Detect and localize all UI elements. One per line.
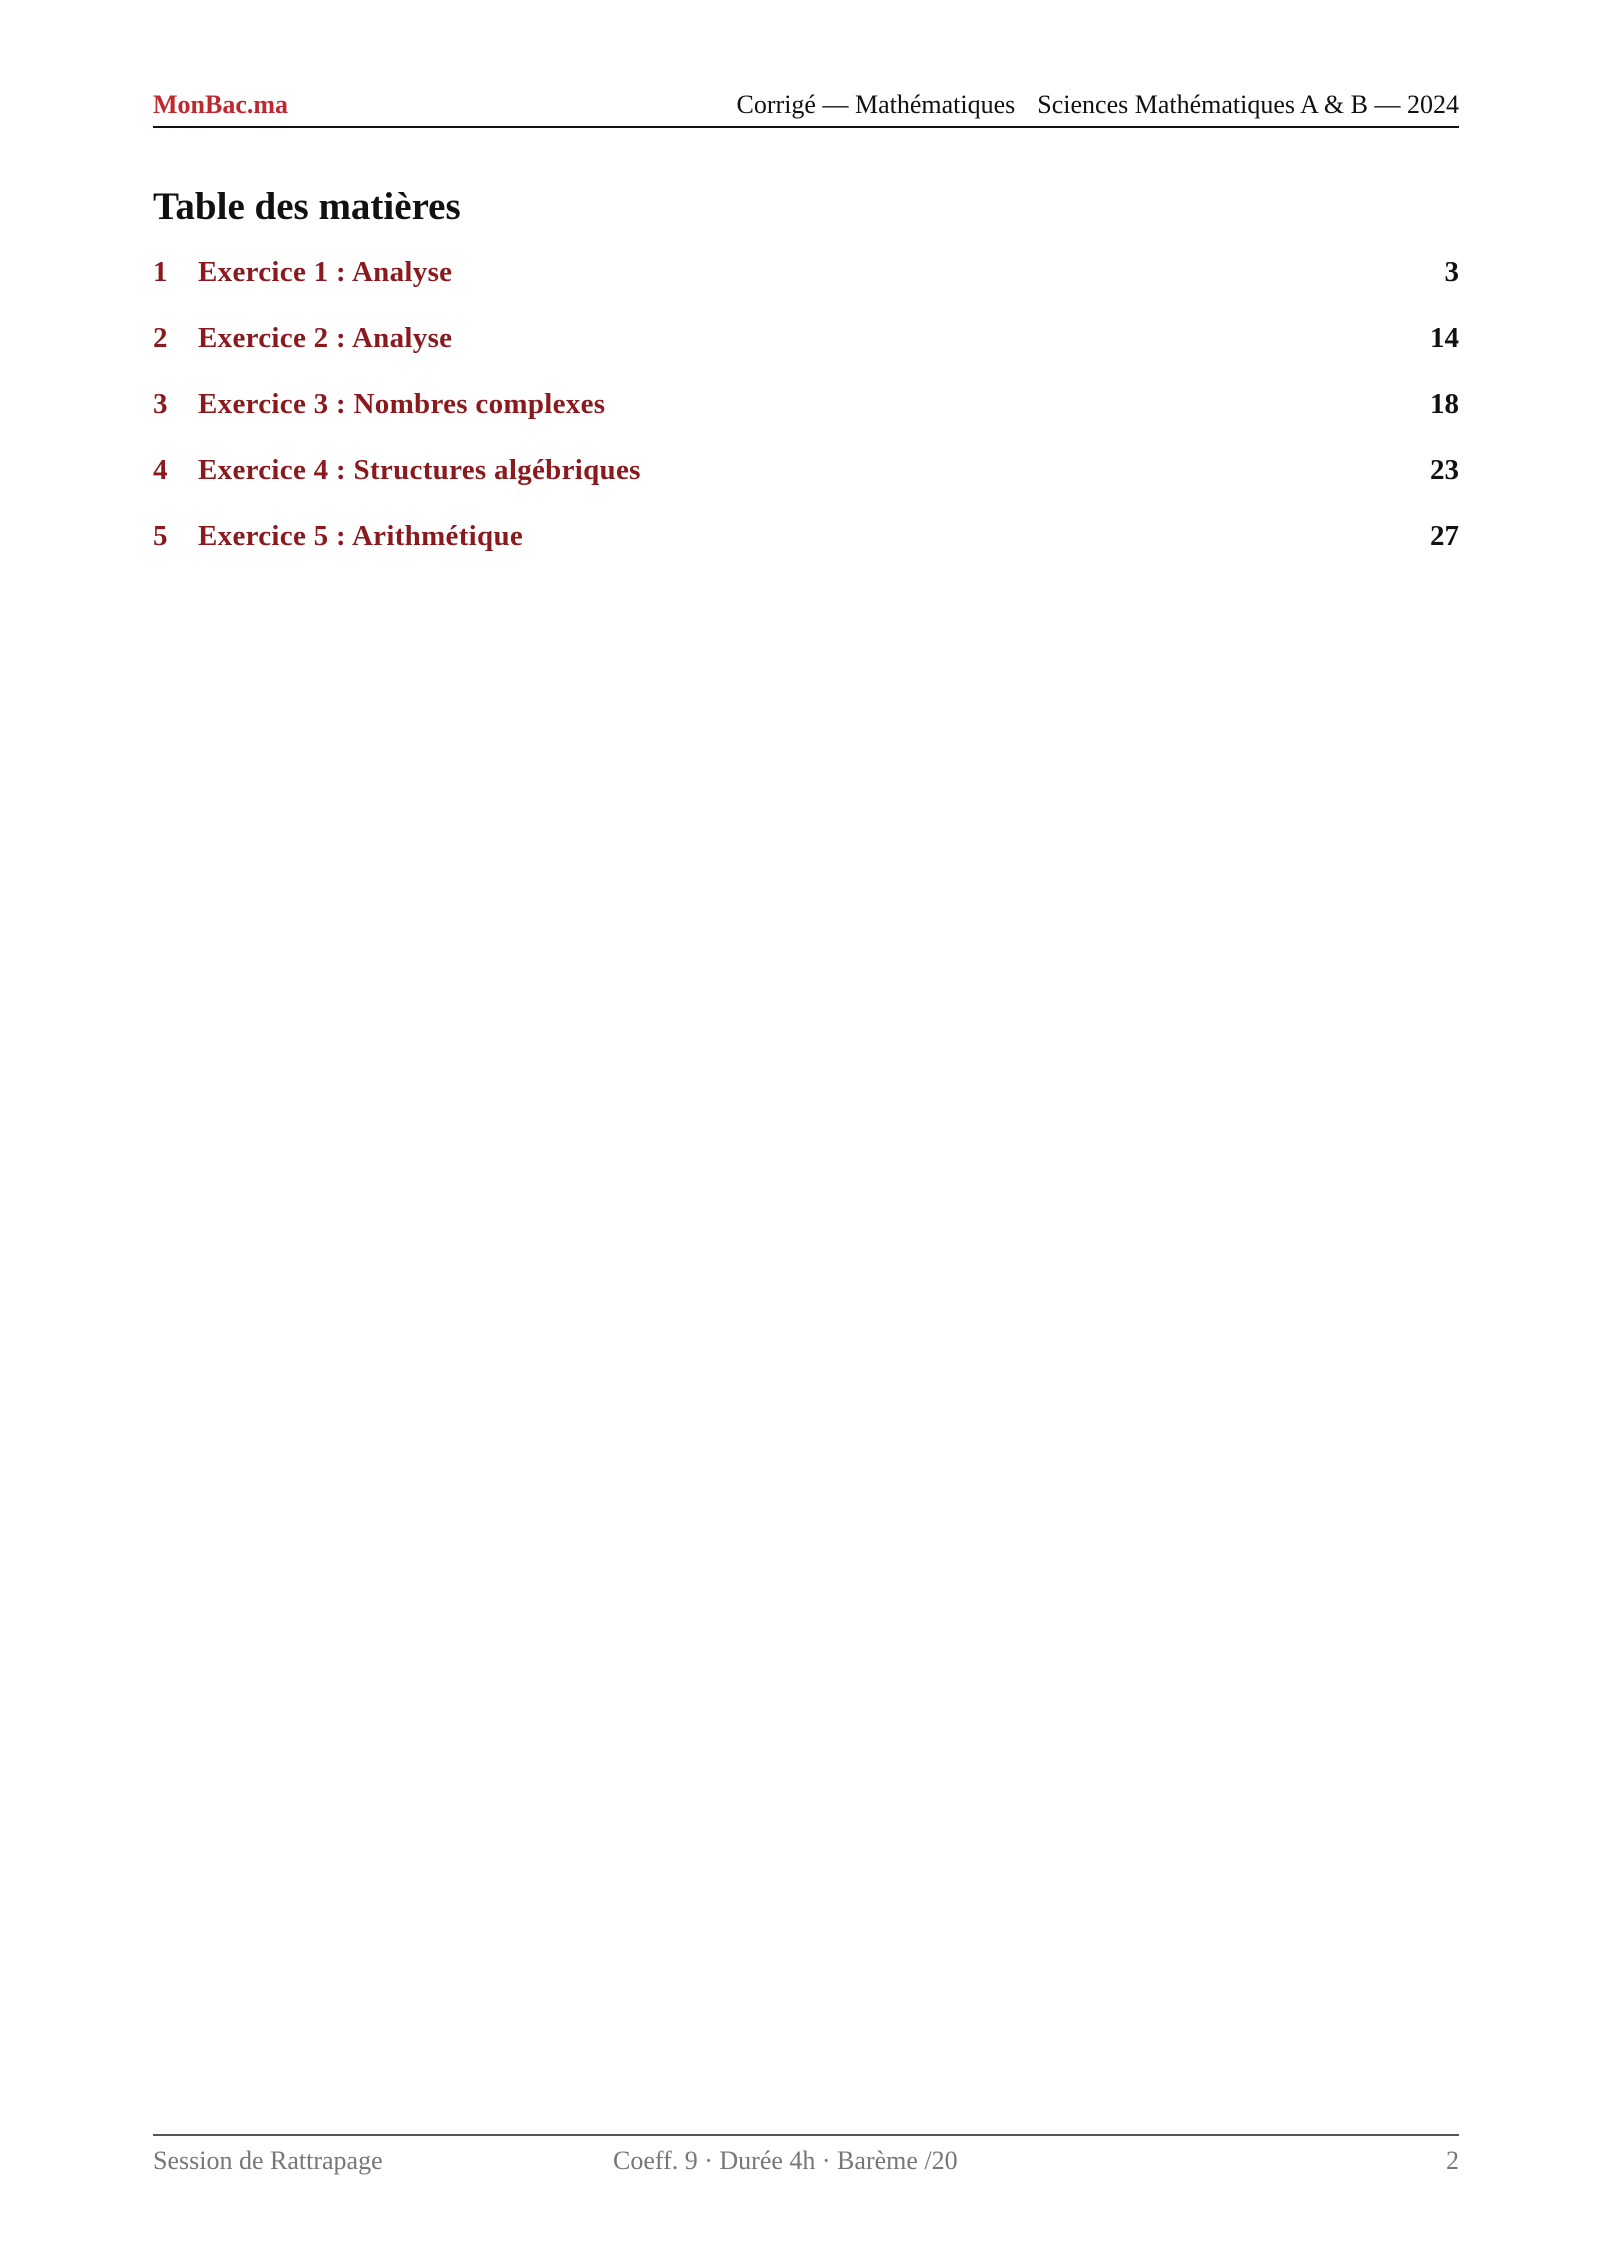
toc-entry-label[interactable]: Exercice 3 : Nombres complexes <box>198 388 606 420</box>
toc-entry-4[interactable] <box>153 454 1459 520</box>
header-track: Sciences Mathématiques A & B — 2024 <box>1037 90 1459 119</box>
toc-entry-page: 18 <box>1430 388 1459 420</box>
toc-entry-page: 3 <box>1444 256 1459 288</box>
toc-entry-number: 4 <box>153 454 168 486</box>
page-header <box>153 88 1459 128</box>
page-footer <box>153 2134 1459 2176</box>
toc-entry-page: 23 <box>1430 454 1459 486</box>
toc-entry-5[interactable] <box>153 520 1459 586</box>
toc-entry-number: 1 <box>153 256 168 288</box>
toc-title: Table des matières <box>153 185 461 228</box>
footer-session: Session de Rattrapage <box>153 2146 383 2175</box>
header-info <box>737 90 1459 120</box>
toc-entry-label[interactable]: Exercice 1 : Analyse <box>198 256 453 288</box>
toc-entry-number: 3 <box>153 388 168 420</box>
toc-entry-label[interactable]: Exercice 5 : Arithmétique <box>198 520 524 552</box>
toc-entry-number: 5 <box>153 520 168 552</box>
footer-exam-info: Coeff. 9 · Durée 4h · Barème /20 <box>613 2146 958 2175</box>
toc-entry-page: 27 <box>1430 520 1459 552</box>
toc-entry-3[interactable] <box>153 388 1459 454</box>
header-subject: Corrigé — Mathématiques <box>736 90 1016 119</box>
toc-entry-2[interactable] <box>153 322 1459 388</box>
table-of-contents <box>153 256 1459 586</box>
brand-link[interactable]: MonBac.ma <box>153 90 289 119</box>
toc-entry-label[interactable]: Exercice 2 : Analyse <box>198 322 453 354</box>
footer-page-number: 2 <box>1446 2146 1459 2175</box>
toc-entry-number: 2 <box>153 322 168 354</box>
toc-entry-page: 14 <box>1430 322 1459 354</box>
toc-entry-1[interactable] <box>153 256 1459 322</box>
toc-entry-label[interactable]: Exercice 4 : Structures algébriques <box>198 454 641 486</box>
